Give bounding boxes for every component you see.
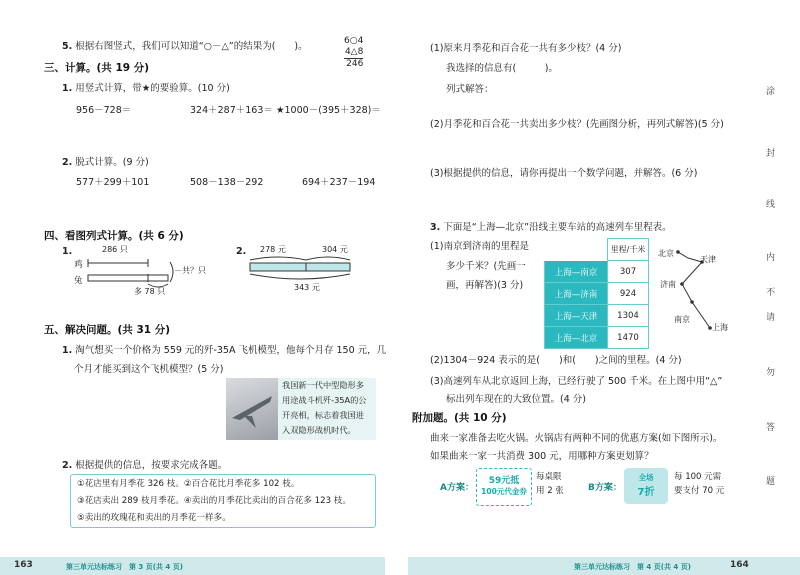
calc-item: 508－138－292 [190,177,264,188]
page-number: 163 [14,560,33,570]
vertical-calc: 6○4 4△8 246 [344,36,364,69]
q3-3-l2: 标出列车现在的大致位置。(4 分) [446,394,586,405]
extra-l2: 如果曲来一家一共消费 300 元，用哪种方案更划算？ [430,451,654,462]
calc-item: 577＋299＋101 [76,177,150,188]
q3-2: 2. 脱式计算。(9 分) [62,157,149,168]
q3-s3: 画，再解答)(3 分) [446,280,524,291]
city-label: 济南 [660,280,676,289]
discount-badge: 全场 7折 [624,468,668,504]
table-row: 上海—济南 924 [545,283,649,305]
side-char: 内 [766,253,776,263]
r3-text: (3)根据提供的信息，请你再提出一个数学问题，并解答。(6 分) [430,168,698,179]
jet-image [226,378,278,440]
calc-item: 694＋237－194 [302,177,376,188]
bar-figure-1: 286 只 鸡 兔 －共？只 多 78 只 [74,245,206,296]
table-row: 上海—北京 1470 [545,327,649,349]
q5-2: 2. 根据提供的信息，按要求完成各题。 [62,460,228,471]
city-label: 南京 [674,315,690,324]
q3-3-l1: (3)高速列车从北京返回上海，已经行驶了 500 千米。在上图中用“△” [430,376,723,387]
extra-l1: 曲来一家准备去吃火锅。火锅店有两种不同的优惠方案(如下图所示)。 [430,433,723,444]
coupon: 59元抵 100元代金券 [476,468,532,506]
jet-info-box: 我国新一代中型隐形多 用途战斗机歼-35A的公 开亮相，标志着我国进 入双隐形战机时代。 [278,378,376,440]
side-char: 涂 [766,87,776,97]
footer-left [0,557,385,575]
info-box: ①花店里有月季花 326 枝。②百合花比月季花多 102 枝。 ③花店卖出 289 枝月季花。④卖出的月季花比卖出的百合花多 123 枝。 ⑤卖出的玫瑰花和卖出的月季花一样多。 [70,474,376,528]
q3-s1: (1)南京到济南的里程是 [430,241,529,252]
q5-line: 5. 根据右图竖式，我们可以知道“○－△”的结果为( )。 [62,41,308,52]
city-label: 天津 [700,255,716,264]
section-5-title: 五、解决问题。(共 31 分) [44,324,171,336]
city-label: 上海 [712,323,728,332]
table-row: 上海—天津 1304 [545,305,649,327]
distance-table: 里程/千米 上海—南京 307 上海—济南 924 上海—天津 1304 上海—北京 1470 [544,238,649,349]
city-label: 北京 [658,249,674,258]
q3-1: 1. 用竖式计算，带★的要验算。(10 分) [62,83,230,94]
side-char: 封 [766,149,776,159]
table-row: 上海—南京 307 [545,261,649,283]
plan-a: A方案： 59元抵 100元代金券 每桌限 用 2 张 [440,466,580,508]
section-4-title: 四、看图列式计算。(共 6 分) [44,230,184,242]
footer-right [408,557,800,575]
r1-l3: 列式解答： [446,84,494,95]
side-char: 答 [766,423,776,433]
q3-line: 3. 下面是“上海—北京”沿线主要车站的高速列车里程表。 [430,222,672,233]
calc-item: ★1000－(395＋328)＝ [276,105,381,116]
section-3-title: 三、计算。(共 19 分) [44,62,150,74]
side-char: 勿 [766,368,776,378]
extra-title: 附加题。(共 10 分) [412,412,507,424]
side-char: 请 [766,313,776,323]
q3-2: (2)1304－924 表示的是( )和( )之间的里程。(4 分) [430,355,682,366]
q5-1-line2: 个月才能买到这个飞机模型？(5 分) [74,364,224,375]
side-char: 线 [766,200,776,210]
footer-text: 第三单元达标练习 第 4 页(共 4 页) [574,563,691,571]
r1-text: (1)原来月季花和百合花一共有多少枝？(4 分) [430,43,622,54]
side-char: 题 [766,477,776,487]
page-number: 164 [730,560,749,570]
bar-figure-2: 278 元 304 元 343 元 [246,242,356,298]
q5-1-line1: 1. 淘气想买一个价格为 559 元的歼-35A 飞机模型，他每个月存 150 元，几 [62,345,387,356]
r2-text: (2)月季花和百合花一共卖出多少枝？(先画图分析，再列式解答)(5 分) [430,119,724,130]
calc-item: 324＋287＋163＝ [190,105,273,116]
r1-l2: 我选择的信息有( )。 [446,63,558,74]
footer-text: 第三单元达标练习 第 3 页(共 4 页) [66,563,183,571]
route-map [650,240,750,340]
side-char: 不 [766,288,776,298]
q3-s2: 多少千米？(先画一 [446,261,526,272]
q5-text: 根据右图竖式，我们可以知道“○－△”的结果为( )。 [75,41,308,52]
calc-item: 956－728＝ [76,105,132,116]
plan-b: B方案： 全场 7折 每 100 元需 要支付 70 元 [588,466,748,508]
